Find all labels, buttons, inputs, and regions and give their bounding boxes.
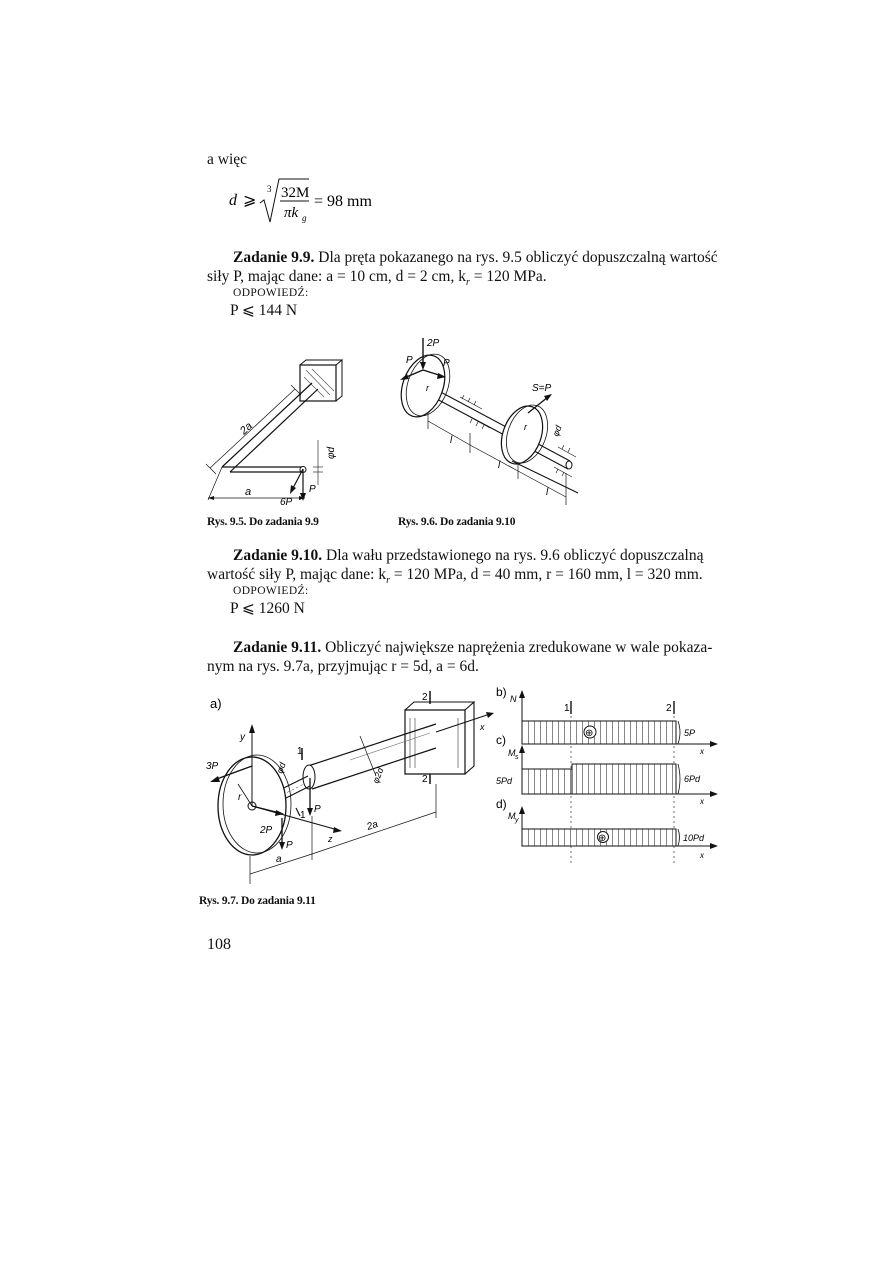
label-r: r <box>238 792 242 803</box>
task-9-9-text2: siły P, mając dane: a = 10 cm, d = 2 cm, k <box>207 268 466 285</box>
task-9-10-text1: Dla wału przedstawionego na rys. 9.6 obliczyć dopuszczalną <box>326 547 704 564</box>
label-sec1-bottom: 1 <box>300 810 306 821</box>
label-r-left: r <box>426 383 429 393</box>
task-9-9-answer-label: ODPOWIEDŹ: <box>233 287 309 299</box>
formula-rhs: = 98 mm <box>314 193 372 210</box>
diagram-My <box>496 797 718 860</box>
label-sec2: 2 <box>666 703 672 714</box>
label-phi-d: φd <box>326 446 337 459</box>
label-2P: 2P <box>427 338 440 349</box>
task-9-11-line1 <box>233 638 712 658</box>
label-l1: l <box>450 435 453 446</box>
label-part-a: a) <box>210 696 222 711</box>
task-9-10-answer: P ⩽ 1260 N <box>230 600 305 617</box>
label-sec2-bottom: 2 <box>422 774 428 785</box>
value-6Pd: 6Pd <box>684 774 701 784</box>
figure-9-7bcd <box>492 686 722 876</box>
task-9-11-heading: Zadanie 9.11. <box>233 639 322 656</box>
sign-N: ⊕ <box>585 728 594 739</box>
sign-My: ⊕ <box>598 833 607 844</box>
label-S: S=P <box>532 383 552 394</box>
task-9-9-answer: P ⩽ 144 N <box>230 302 298 319</box>
task-9-10-text2: wartość siły P, mając dane: k <box>207 566 387 583</box>
figure-9-6-drawing <box>390 333 600 513</box>
task-9-9-heading: Zadanie 9.9. <box>233 249 315 266</box>
label-My: M <box>508 811 516 821</box>
task-9-10-answer-label: ODPOWIEDŹ: <box>233 585 309 597</box>
task-9-9-sub: r <box>465 277 470 289</box>
caption-fig-9-7: Rys. 9.7. Do zadania 9.11 <box>199 895 316 907</box>
label-6P: 6P <box>280 497 293 508</box>
label-P: P <box>309 484 316 495</box>
intro-text: a więc <box>207 151 248 168</box>
formula-denominator: πk <box>284 205 299 221</box>
label-part-b: b) <box>496 686 507 699</box>
root-index: 3 <box>267 184 272 194</box>
label-r-right: r <box>524 422 527 432</box>
task-9-9-text1: Dla pręta pokazanego na rys. 9.5 obliczyć dopuszczalną wartość <box>318 249 718 266</box>
value-5Pd: 5Pd <box>496 776 513 786</box>
formula-den-sub: g <box>302 213 307 223</box>
figure-9-5-drawing <box>200 355 350 515</box>
label-2a: 2a <box>237 420 256 438</box>
label-phi-d: φd <box>550 424 564 438</box>
figure-9-7a <box>200 688 500 888</box>
label-sec2-top: 2 <box>422 692 428 703</box>
force-6P <box>280 469 303 508</box>
label-l3: l <box>546 487 549 498</box>
label-z: z <box>328 834 333 844</box>
dim-phi-d <box>313 440 337 485</box>
label-phi-d: φd <box>274 761 288 775</box>
task-9-10-sub: r <box>386 575 390 587</box>
label-x: x <box>480 722 485 732</box>
label-2P: 2P <box>260 825 273 836</box>
label-P-left: P <box>406 355 413 366</box>
formula-graphic <box>229 176 389 228</box>
label-Ms: M <box>508 748 516 758</box>
label-x-d: x <box>700 851 704 860</box>
right-disc <box>494 399 578 493</box>
label-N: N <box>510 694 517 704</box>
value-5P: 5P <box>684 728 696 738</box>
figure-9-7a-drawing <box>200 688 500 888</box>
force-P <box>300 469 316 501</box>
dim-2a <box>206 385 301 474</box>
label-sec1-top: 1 <box>297 746 303 757</box>
task-9-11-text1: Obliczyć największe naprężenia zredukowane w wale pokaza- <box>325 639 713 656</box>
formula-numerator: 32M <box>281 185 310 201</box>
figure-9-6 <box>390 333 600 513</box>
label-3P: 3P <box>206 761 219 772</box>
label-l2: l <box>498 460 501 471</box>
task-9-10-line1 <box>233 546 703 566</box>
page-number: 108 <box>207 936 231 953</box>
task-9-9-line1 <box>233 248 718 268</box>
caption-fig-9-6: Rys. 9.6. Do zadania 9.10 <box>398 516 516 528</box>
label-P-disc: P <box>286 840 293 851</box>
task-9-10-heading: Zadanie 9.10. <box>233 547 323 564</box>
label-2a: 2a <box>365 818 380 833</box>
label-sec1: 1 <box>564 703 570 714</box>
caption-fig-9-5: Rys. 9.5. Do zadania 9.9 <box>207 516 319 528</box>
figure-9-7bcd-drawing <box>492 686 722 876</box>
value-10Pd: 10Pd <box>683 833 705 843</box>
label-a: a <box>245 486 252 498</box>
label-x-b: x <box>700 747 704 756</box>
label-part-c: c) <box>496 733 506 747</box>
label-phi-2d: φ2d <box>370 766 386 785</box>
label-P-right: P <box>443 358 450 369</box>
wall-block <box>300 360 342 401</box>
label-P-step: P <box>314 804 321 815</box>
figure-9-5 <box>200 355 350 515</box>
label-y: y <box>240 732 245 743</box>
label-x-c: x <box>700 797 704 806</box>
label-Ms-sub: s <box>515 754 519 761</box>
label-a: a <box>276 854 282 865</box>
task-9-9-text2-end: = 120 MPa. <box>469 268 547 285</box>
task-9-11-line2: nym na rys. 9.7a, przyjmując r = 5d, a = 6d. <box>207 658 479 675</box>
diagram-N <box>496 686 718 756</box>
label-My-sub: y <box>515 817 519 824</box>
formula-lhs: d <box>229 192 237 209</box>
task-9-10-text2-end: = 120 MPa, d = 40 mm, r = 160 mm, l = 320 mm. <box>389 566 703 583</box>
formula-rel: ⩾ <box>243 192 257 209</box>
label-part-d: d) <box>496 797 507 811</box>
